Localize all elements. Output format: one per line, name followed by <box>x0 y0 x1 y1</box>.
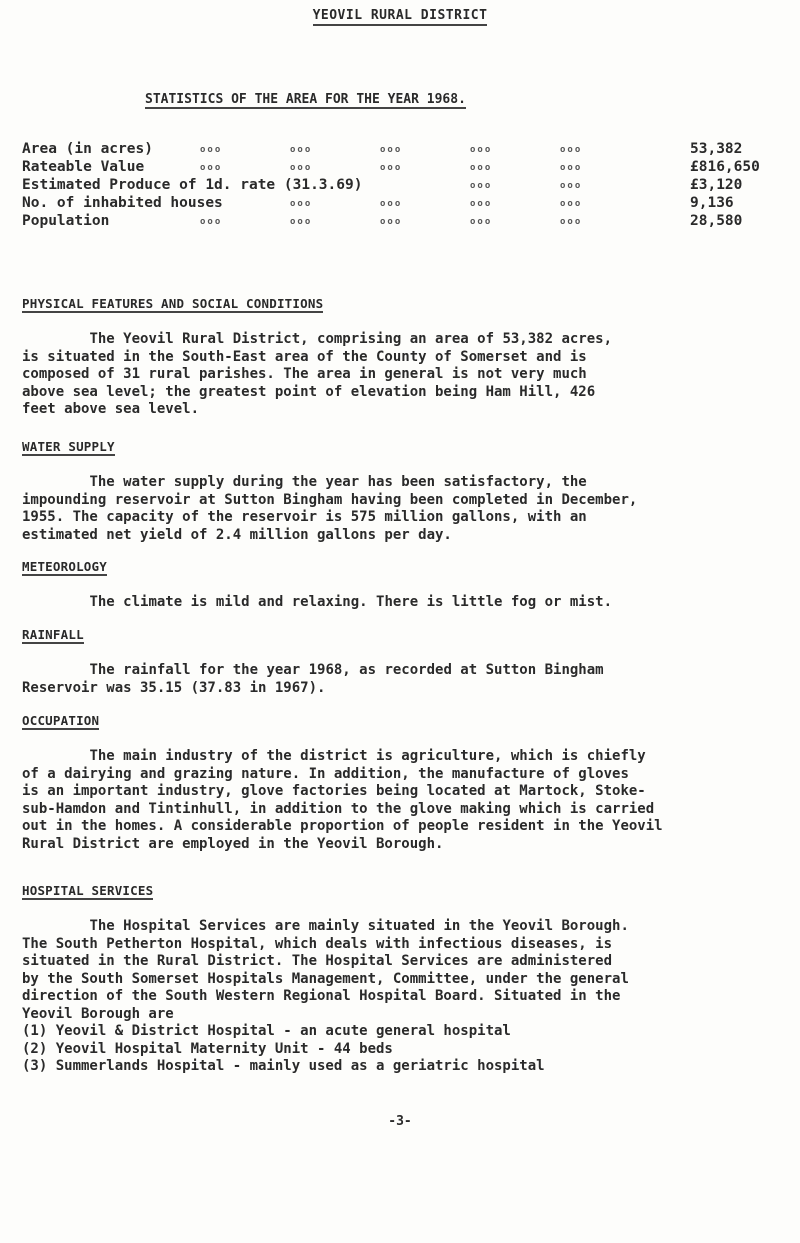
section-heading: HOSPITAL SERVICES <box>22 883 154 898</box>
leader-dots: ooo <box>560 199 583 209</box>
section-heading: METEOROLOGY <box>22 559 107 574</box>
section-hospital-services <box>22 880 782 1076</box>
leader-dots: ooo <box>470 199 493 209</box>
leader-dots: ooo <box>380 217 403 227</box>
leader-dots: ooo <box>560 217 583 227</box>
section-heading: PHYSICAL FEATURES AND SOCIAL CONDITIONS <box>22 296 324 311</box>
section-occupation <box>22 710 782 853</box>
stat-row-area <box>22 141 782 159</box>
leader-dots: ooo <box>290 217 313 227</box>
leader-dots: ooo <box>470 217 493 227</box>
section-physical-features <box>22 293 782 419</box>
leader-dots: ooo <box>200 163 223 173</box>
leader-dots: ooo <box>290 163 313 173</box>
stat-label: Population <box>22 213 110 229</box>
statistics-title: STATISTICS OF THE AREA FOR THE YEAR 1968. <box>145 92 466 107</box>
section-heading: WATER SUPPLY <box>22 439 115 454</box>
stat-value: 28,580 <box>690 213 743 229</box>
stat-value: 53,382 <box>690 141 743 157</box>
leader-dots: ooo <box>200 217 223 227</box>
section-paragraph: The climate is mild and relaxing. There is little fog or mist. <box>22 594 613 610</box>
section-rainfall <box>22 624 782 697</box>
section-paragraph: The Hospital Services are mainly situated in the Yeovil Borough. The South Petherton Hospital, which deals with infectious diseases, is situated in the Rural District. The Hospital Services are administered by the South Somerset Hospitals Management, Committee, under the general direction of the South Western Regional Hospital Board. Situated in the Yeovil Borough are (1) Yeovil & District Hospital - an acute general hospital (2) Yeovil Hospital Maternity Unit - 44 beds (3) Summerlands Hospital - mainly used as a geriatric hospital <box>22 918 629 1074</box>
leader-dots: ooo <box>470 163 493 173</box>
section-heading: RAINFALL <box>22 627 84 642</box>
leader-dots: ooo <box>290 145 313 155</box>
leader-dots: ooo <box>560 145 583 155</box>
statistics-table <box>22 141 782 231</box>
section-paragraph: The Yeovil Rural District, comprising an area of 53,382 acres, is situated in the South-East area of the County of Somerset and is composed of 31 rural parishes. The area in general is not very much above sea level; the greatest point of elevation being Ham Hill, 426 feet above sea level. <box>22 331 613 417</box>
document-title-text: YEOVIL RURAL DISTRICT <box>313 8 488 26</box>
stat-row-population <box>22 213 782 231</box>
leader-dots: ooo <box>470 145 493 155</box>
stat-row-rateable-value <box>22 159 782 177</box>
leader-dots: ooo <box>560 181 583 191</box>
stat-value: 9,136 <box>690 195 734 211</box>
stat-label: Area (in acres) <box>22 141 153 157</box>
leader-dots: ooo <box>380 199 403 209</box>
section-paragraph: The water supply during the year has been satisfactory, the impounding reservoir at Sutton Bingham having been completed in December, 1955. The capacity of the reservoir is 575 million gallons, with an estimated net yield of 2.4 million gallons per day. <box>22 474 638 543</box>
stat-label: Rateable Value <box>22 159 145 175</box>
stat-row-inhabited-houses <box>22 195 782 213</box>
section-heading: OCCUPATION <box>22 713 100 728</box>
leader-dots: ooo <box>560 163 583 173</box>
document-title <box>0 8 800 23</box>
section-paragraph: The main industry of the district is agriculture, which is chiefly of a dairying and grazing nature. In addition, the manufacture of gloves is an important industry, glove factories being located at Martock, Stoke- sub-Hamdon and Tintinhull, in addition to the glove making which is carried out in the homes. A considerable proportion of people resident in the Yeovil Rural District are employed in the Yeovil Borough. <box>22 748 663 852</box>
leader-dots: ooo <box>290 199 313 209</box>
section-paragraph: The rainfall for the year 1968, as recorded at Sutton Bingham Reservoir was 35.15 (37.83 in 1967). <box>22 662 604 696</box>
stat-value: £3,120 <box>690 177 743 193</box>
leader-dots: ooo <box>200 145 223 155</box>
stat-value: £816,650 <box>690 159 760 175</box>
leader-dots: ooo <box>470 181 493 191</box>
leader-dots: ooo <box>380 163 403 173</box>
leader-dots: ooo <box>380 145 403 155</box>
page-number: -3- <box>388 1114 412 1129</box>
stat-label: Estimated Produce of 1d. rate (31.3.69) <box>22 177 363 193</box>
section-water-supply <box>22 436 782 544</box>
section-meteorology <box>22 556 782 612</box>
stat-row-estimated-produce <box>22 177 782 195</box>
stat-label: No. of inhabited houses <box>22 195 223 211</box>
